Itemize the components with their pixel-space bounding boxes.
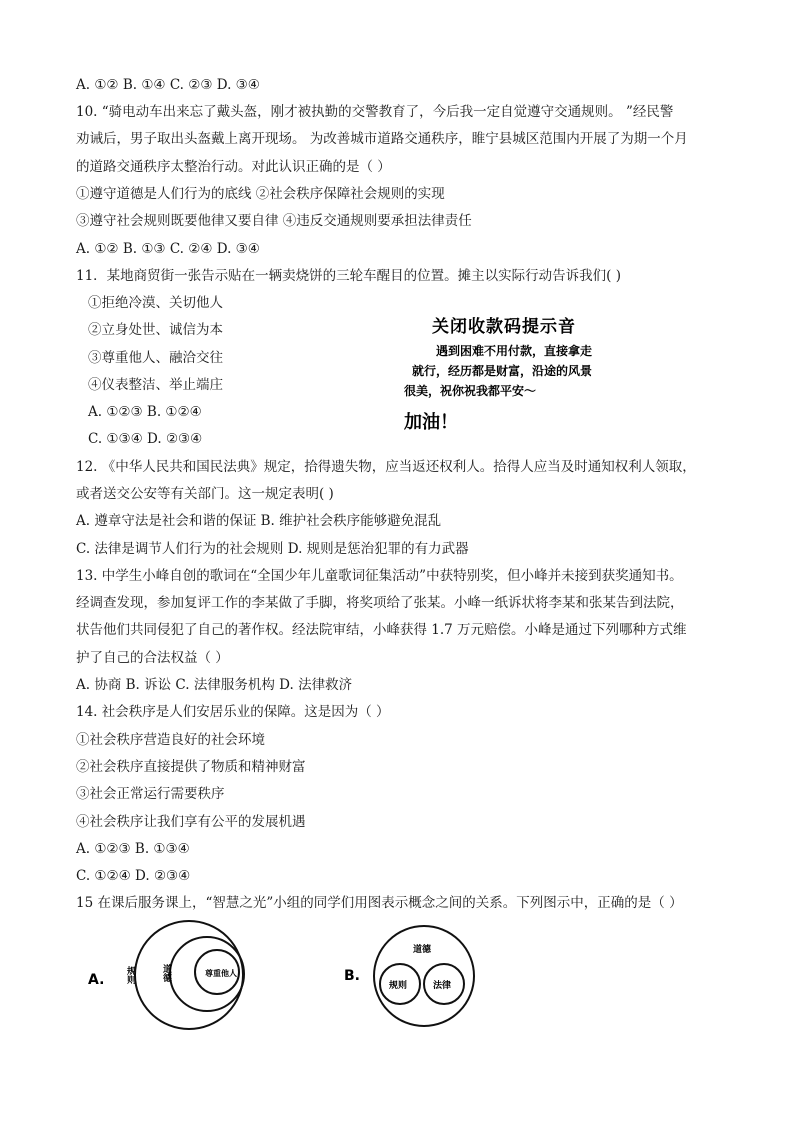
q14-item-3: ③社会正常运行需要秩序 <box>76 786 225 802</box>
q10-options: A. ①② B. ①③ C. ②④ D. ③④ <box>76 241 260 257</box>
diagram-b-outer-label: 道德 <box>413 945 432 955</box>
q15-text: 15 在课后服务课上，“智慧之光”小组的同学们用图表示概念之间的关系。下列图示中，正确的是（ ） <box>76 895 683 911</box>
q9-options: A. ①② B. ①④ C. ②③ D. ③④ <box>76 77 260 93</box>
q13-text-2: 经调查发现，参加复评工作的李某做了手脚，将奖项给了张某。小峰一纸诉状将李某和张某告到法院， <box>76 595 684 611</box>
q13-text-1: 13. 中学生小峰自创的歌词在“全国少年儿童歌词征集活动”中获特别奖，但小峰并未接到获奖通知书。 <box>76 568 683 584</box>
q14-text: 14. 社会秩序是人们安居乐业的保障。这是因为（ ） <box>76 704 390 720</box>
diagram-b-right-label: 法律 <box>433 981 452 991</box>
diagram-b <box>338 924 488 1034</box>
diagram-b-outer-circle <box>374 926 474 1026</box>
q13-text-4: 护了自己的合法权益（ ） <box>76 650 229 666</box>
notice-body-2: 就行，经历都是财富，沿途的风景 <box>412 364 593 378</box>
diagram-a <box>80 918 280 1038</box>
notice-body-3: 很美，祝你祝我都平安～ <box>404 384 537 398</box>
q11-item-4: ④仪表整洁、举止端庄 <box>88 377 223 393</box>
diagram-b-left-label: 规则 <box>389 981 408 991</box>
notice-body-1: 遇到困难不用付款，直接拿走 <box>436 344 593 358</box>
diagram-b-letter: B. <box>344 968 360 984</box>
q10-item-34: ③遵守社会规则既要他律又要自律 ④违反交通规则要承担法律责任 <box>76 213 472 229</box>
diagram-a-letter: A. <box>88 972 105 988</box>
q10-text-1: 10. “骑电动车出来忘了戴头盔，刚才被执勤的交警教育了，今后我一定自觉遵守交通规则。 ”经民警 <box>76 104 674 120</box>
q10-item-12: ①遵守道德是人们行为的底线 ②社会秩序保障社会规则的实现 <box>76 186 445 202</box>
q11-text: 11．某地商贸街一张告示贴在一辆卖烧饼的三轮车醒目的位置。摊主以实际行动告诉我们( ) <box>76 268 622 284</box>
q11-options-ab: A. ①②③ B. ①②④ <box>88 404 202 420</box>
q14-item-1: ①社会秩序营造良好的社会环境 <box>76 732 265 748</box>
q11-item-3: ③尊重他人、融洽交往 <box>88 350 223 366</box>
q10-text-3: 的道路交通秩序太整治行动。对此认识正确的是（ ） <box>76 159 391 175</box>
notice-footer: 加油！ <box>404 412 458 433</box>
diagram-a-inner-label: 尊重他人 <box>205 969 237 978</box>
q12-options-cd: C. 法律是调节人们行为的社会规则 D. 规则是惩治犯罪的有力武器 <box>76 541 469 557</box>
q12-text-1: 12. 《中华人民共和国民法典》规定，拾得遗失物，应当返还权利人。拾得人应当及时通知权利人领取， <box>76 459 696 475</box>
q12-options-ab: A. 遵章守法是社会和谐的保证 B. 维护社会秩序能够避免混乱 <box>76 513 442 529</box>
q11-item-1: ①拒绝冷漠、关切他人 <box>88 295 223 311</box>
q14-item-2: ②社会秩序直接提供了物质和精神财富 <box>76 759 306 775</box>
q11-options-cd: C. ①③④ D. ②③④ <box>88 431 203 447</box>
q13-options: A. 协商 B. 诉讼 C. 法律服务机构 D. 法律救济 <box>76 677 353 693</box>
q14-options-ab: A. ①②③ B. ①③④ <box>76 841 190 857</box>
diagram-a-middle-label: 道德 <box>161 964 171 982</box>
q13-text-3: 状告他们共同侵犯了自己的著作权。经法院审结，小峰获得 1.7 万元赔偿。小峰是通过下列哪种方式维 <box>76 622 687 638</box>
q11-item-2: ②立身处世、诚信为本 <box>88 322 223 338</box>
q14-item-4: ④社会秩序让我们享有公平的发展机遇 <box>76 814 306 830</box>
q12-text-2: 或者送交公安等有关部门。这一规定表明( ) <box>76 486 334 502</box>
notice-title: 关闭收款码提示音 <box>432 317 576 337</box>
q10-text-2: 劝诫后，男子取出头盔戴上离开现场。 为改善城市道路交通秩序，睢宁县城区范围内开展了为期一个月 <box>76 131 688 147</box>
diagram-a-outer-label: 规则 <box>125 966 135 984</box>
notice-image <box>402 304 652 440</box>
q14-options-cd: C. ①②④ D. ②③④ <box>76 868 191 884</box>
